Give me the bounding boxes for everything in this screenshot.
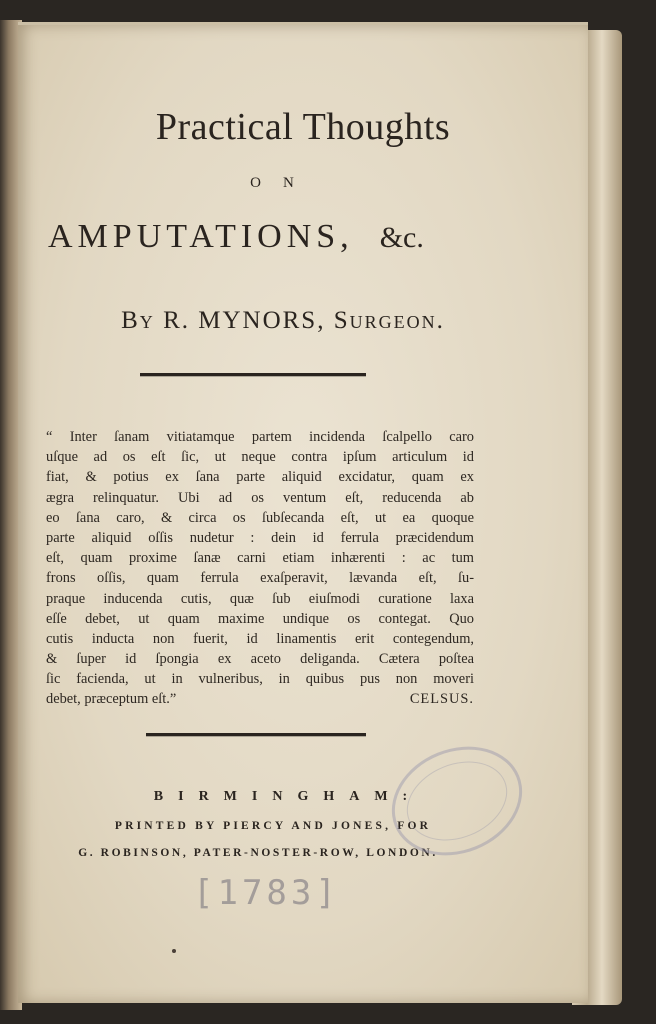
quote-line: frons oſſis, quam ferrula exaſperavit, lævanda eſt, ſu- (46, 570, 474, 587)
author-prefix: By (121, 307, 155, 334)
quote-line: fiat, & potius ex ſana parte aliquid excidatur, quam ex (46, 469, 474, 486)
author-line (18, 307, 548, 335)
quote-source: CELSUS. (409, 691, 474, 708)
title-connector: ON (250, 175, 316, 191)
quote-line: & ſuper id ſpongia ex aceto deliganda. Cætera poſtea (46, 651, 474, 668)
subject-etc: &c. (379, 221, 424, 254)
epigraph-quote (46, 427, 474, 710)
divider-rule (140, 373, 366, 376)
quote-line: “ Inter ſanam vitiatamque partem incidenda ſcalpello caro (46, 429, 474, 445)
quote-line: eſt, quam proxime ſanæ carni etiam inhærenti : ac tum (46, 550, 474, 567)
divider-rule (146, 733, 366, 736)
quote-line: praque inducenda cutis, quæ ſub eiuſmodi curatione laxa (46, 590, 474, 607)
title-page (18, 22, 588, 1003)
quote-line-text: debet, præceptum eſt.” (46, 691, 177, 708)
quote-line: parte aliquid oſſis nudetur : dein id ferrula præcidendum (46, 529, 474, 546)
book-subject (48, 218, 568, 256)
handwritten-date: [1783] (193, 873, 340, 913)
quote-line: eo ſana caro, & circa os ſubſecanda eſt, ut ea quoque (46, 509, 474, 526)
quote-line: ægra relinquatur. Ubi ad os ventum eſt, reducenda ab (46, 489, 474, 506)
quote-line: cutis inducta non fuerit, id linamentis erit contegendum, (46, 630, 474, 647)
imprint-printer: PRINTED BY PIERCY AND JONES, FOR (114, 820, 432, 832)
book-title: Practical Thoughts (155, 106, 451, 148)
author-role: Surgeon. (333, 307, 445, 334)
author-name: R. MYNORS, (163, 307, 326, 334)
subject-text: AMPUTATIONS, (48, 218, 354, 255)
quote-line: eſſe debet, ut quam maxime undique os contegat. Quo (46, 610, 474, 627)
quote-line: ſic facienda, ut in vulneribus, in quibus pus non moveri (46, 671, 474, 688)
quote-last-line (46, 689, 474, 709)
ink-dot (172, 949, 176, 953)
imprint-publisher: G. ROBINSON, PATER-NOSTER-ROW, LONDON. (78, 847, 438, 859)
quote-line: uſque ad os eſt ſic, ut neque contra ipſum articulum id (46, 449, 474, 466)
imprint-city: BIRMINGHAM: (153, 789, 423, 804)
